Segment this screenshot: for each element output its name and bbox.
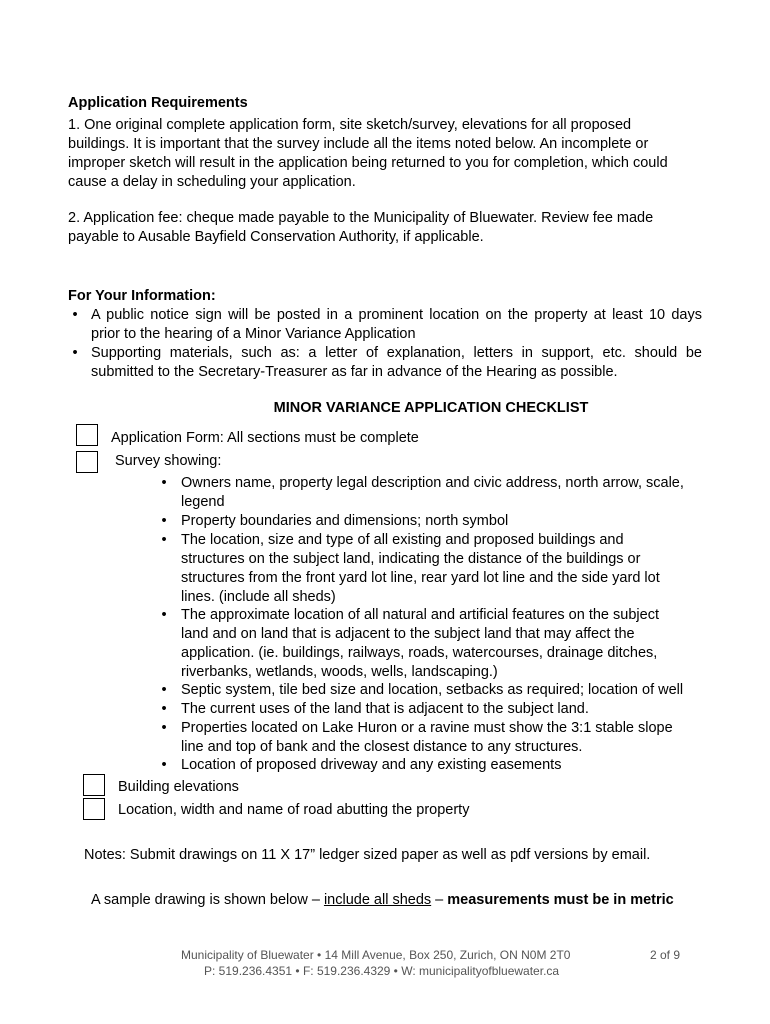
survey-item-features-line-2: land and on land that is adjacent to the subject land that may affect the	[181, 626, 635, 642]
requirement-1-line-4: cause a delay in scheduling your application.	[68, 174, 356, 190]
requirement-2-line-2: payable to Ausable Bayfield Conservation Authority, if applicable.	[68, 229, 484, 245]
survey-item-location-line-3: structures from the front yard lot line, rear yard lot line and the side yard lot	[181, 570, 660, 586]
requirement-1-line-3: improper sketch will result in the application being returned to you for completion, which could	[68, 155, 668, 171]
info-bullet-1-line-2: prior to the hearing of a Minor Variance Application	[91, 326, 416, 342]
info-bullet-1	[68, 306, 702, 344]
requirement-1-line-1: 1. One original complete application form, site sketch/survey, elevations for all proposed	[68, 117, 632, 133]
survey-item-location-line-1: The location, size and type of all existing and proposed buildings and	[181, 532, 624, 548]
survey-item-driveway	[157, 756, 702, 775]
bullet-glyph: •	[72, 307, 78, 323]
survey-item-boundaries	[157, 512, 702, 531]
sample-metric-note: measurements must be in metric	[447, 892, 674, 908]
survey-item-location	[157, 531, 702, 607]
survey-item-features-line-4: riverbanks, wetlands, woods, wells, landscaping.)	[181, 664, 498, 680]
survey-item-owners	[157, 474, 702, 512]
survey-item-location-line-2: structures on the subject land, indicating the distance of the buildings or	[181, 551, 641, 567]
info-bullet-2-line-2: submitted to the Secretary-Treasurer as far in advance of the Hearing as possible.	[91, 364, 618, 380]
footer-contact: P: 519.236.4351 • F: 519.236.4329 • W: municipalityofbluewater.ca	[204, 964, 560, 978]
survey-item-owners-line-1: Owners name, property legal description and civic address, north arrow, scale,	[181, 475, 684, 491]
bullet-glyph: •	[161, 757, 167, 773]
survey-checkbox[interactable]	[76, 451, 98, 473]
road-checkbox[interactable]	[83, 798, 105, 820]
survey-item-lake-line-1: Properties located on Lake Huron or a ravine must show the 3:1 stable slope	[181, 720, 673, 736]
bullet-glyph: •	[161, 532, 167, 548]
survey-item-owners-line-2: legend	[181, 494, 225, 510]
footer-address: Municipality of Bluewater • 14 Mill Avenue, Box 250, Zurich, ON N0M 2T0	[181, 948, 571, 962]
info-bullet-2-line-1: Supporting materials, such as: a letter of explanation, letters in support, etc. should be	[91, 345, 702, 361]
sample-middle: –	[431, 892, 448, 908]
checklist-title: MINOR VARIANCE APPLICATION CHECKLIST	[273, 400, 589, 416]
requirement-1-line-2: buildings. It is important that the survey include all the items noted below. An incomplete or	[68, 136, 649, 152]
sample-drawing-line	[91, 891, 674, 910]
info-bullet-2	[68, 344, 702, 382]
survey-item-lake	[157, 719, 702, 757]
survey-item-uses-text: The current uses of the land that is adjacent to the subject land.	[181, 701, 589, 717]
survey-item-septic	[157, 681, 702, 700]
survey-item-septic-text: Septic system, tile bed size and location, setbacks as required; location of well	[181, 682, 684, 698]
bullet-glyph: •	[161, 513, 167, 529]
survey-item-features-line-3: application. (ie. buildings, railways, roads, watercourses, drainage ditches,	[181, 645, 658, 661]
notes-text: Notes: Submit drawings on 11 X 17” ledger sized paper as well as pdf versions by email.	[84, 847, 651, 863]
sample-include-sheds: include all sheds	[323, 892, 432, 908]
survey-label: Survey showing:	[115, 453, 222, 469]
survey-item-features	[157, 606, 702, 682]
bullet-glyph: •	[161, 475, 167, 491]
sample-prefix: A sample drawing is shown below –	[91, 892, 324, 908]
building-elevations-label: Building elevations	[118, 779, 239, 795]
survey-item-boundaries-text: Property boundaries and dimensions; north symbol	[181, 513, 509, 529]
requirement-2-line-1: 2. Application fee: cheque made payable to the Municipality of Bluewater. Review fee made	[68, 210, 654, 226]
survey-item-lake-line-2: line and top of bank and the closest distance to any structures.	[181, 739, 583, 755]
survey-item-features-line-1: The approximate location of all natural and artificial features on the subject	[181, 607, 659, 623]
info-bullet-1-line-1: A public notice sign will be posted in a prominent location on the property at least 10 days	[91, 307, 702, 323]
bullet-glyph: •	[72, 345, 78, 361]
footer-page-number: 2 of 9	[650, 948, 681, 962]
bullet-glyph: •	[161, 701, 167, 717]
application-form-label: Application Form: All sections must be complete	[111, 430, 419, 446]
info-heading: For Your Information:	[68, 288, 216, 304]
bullet-glyph: •	[161, 607, 167, 623]
road-label: Location, width and name of road abutting the property	[118, 802, 470, 818]
bullet-glyph: •	[161, 682, 167, 698]
survey-item-uses	[157, 700, 702, 719]
application-form-checkbox[interactable]	[76, 424, 98, 446]
application-requirements-heading: Application Requirements	[68, 95, 248, 111]
survey-item-location-line-4: lines. (include all sheds)	[181, 589, 336, 605]
bullet-glyph: •	[161, 720, 167, 736]
building-elevations-checkbox[interactable]	[83, 774, 105, 796]
survey-item-driveway-text: Location of proposed driveway and any existing easements	[181, 757, 562, 773]
